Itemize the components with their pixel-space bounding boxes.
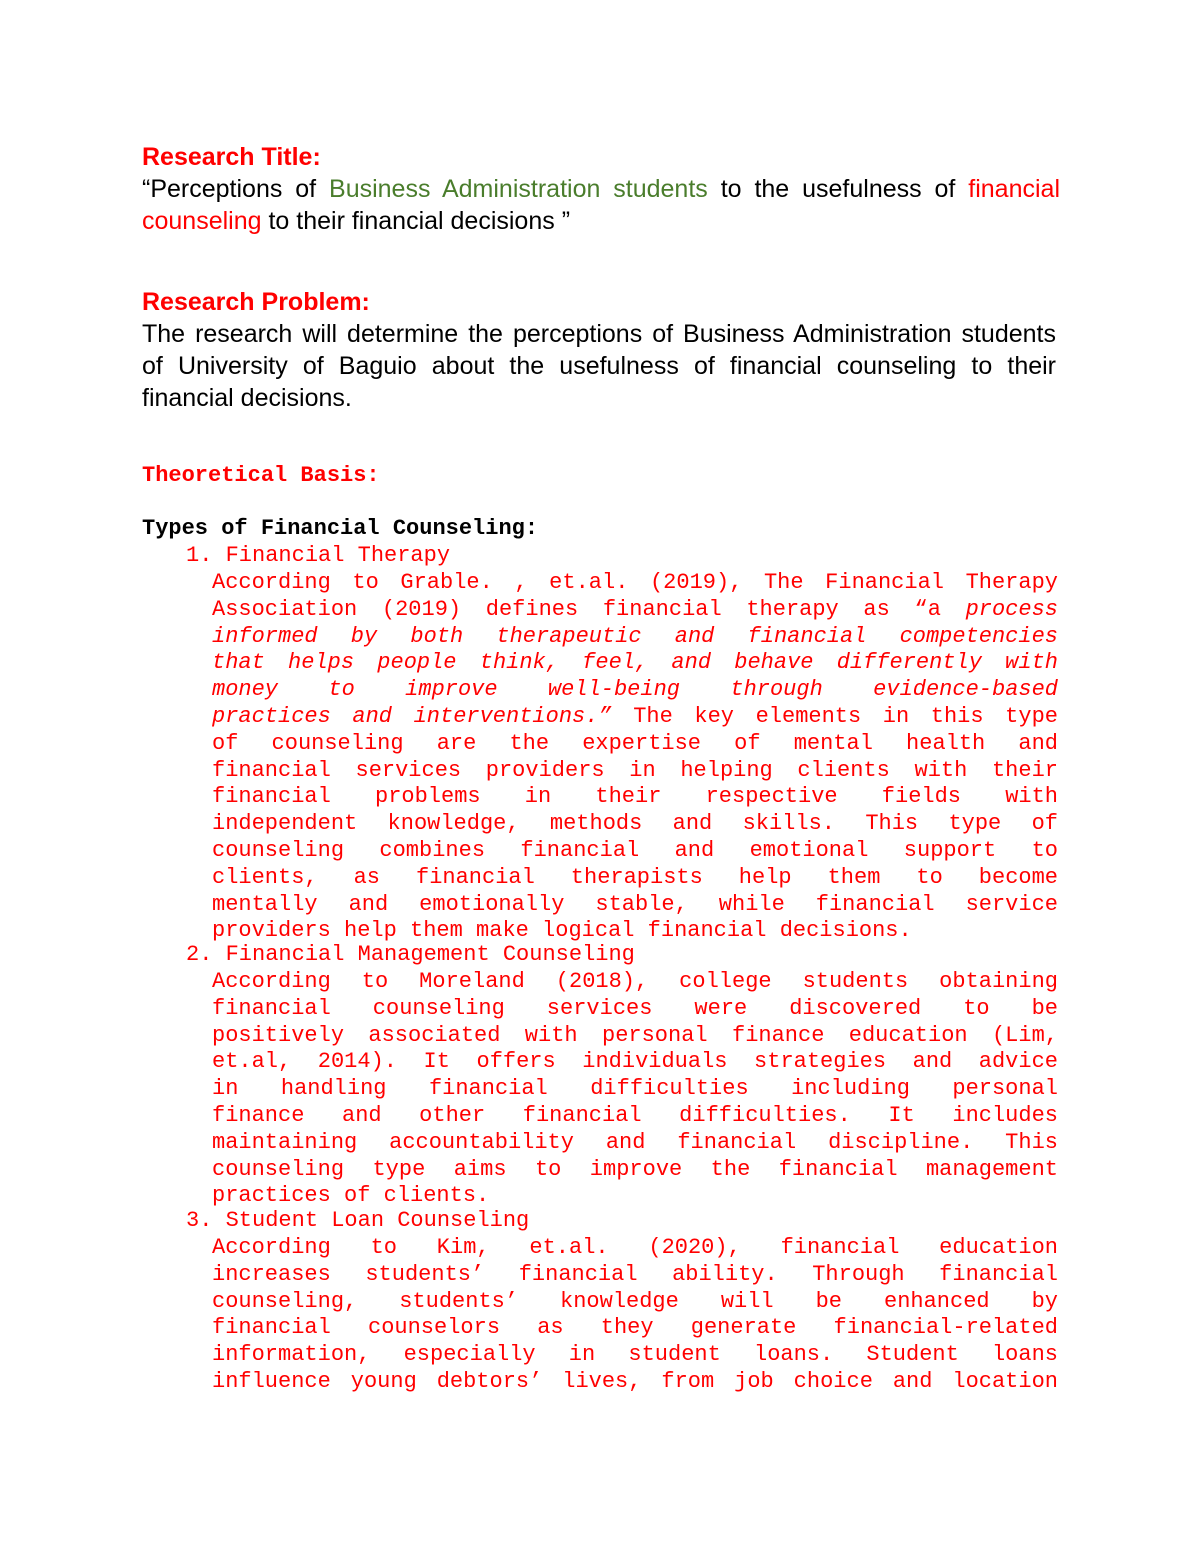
- body-line-segment: Association (2019) defines financial therapy as “a: [212, 596, 966, 622]
- body-line: financial problems in their respective fields with: [212, 784, 1058, 810]
- body-line: mentally and emotionally stable, while financial service: [212, 891, 1058, 917]
- body-line: clients, as financial therapists help them to become: [212, 864, 1058, 890]
- body-line: providers help them make logical financial decisions.: [212, 918, 912, 944]
- title-part-1: Perceptions of: [150, 175, 330, 203]
- body-line: [212, 704, 1058, 731]
- title-highlight-green: Business Administration students: [329, 175, 708, 203]
- title-part-5: to their financial decisions ”: [261, 207, 571, 235]
- body-line: finance and other financial difficulties. It includes: [212, 1102, 1058, 1128]
- title-open-quote: “: [142, 175, 151, 203]
- title-highlight-red: financial counseling: [142, 175, 1061, 235]
- item-title-student-loan-counseling: 3. Student Loan Counseling: [186, 1208, 530, 1233]
- body-line: financial counseling services were discovered to be: [212, 995, 1058, 1021]
- body-line: in handling financial difficulties including personal: [212, 1076, 1058, 1102]
- item-body-financial-therapy: [212, 570, 1058, 945]
- body-line-italic: practices and interventions.”: [212, 703, 612, 729]
- body-line: According to Kim, et.al. (2020), financial education: [212, 1235, 1058, 1260]
- body-line: counseling type aims to improve the financial management: [212, 1156, 1058, 1182]
- body-line: of counseling are the expertise of mental health and: [212, 730, 1058, 756]
- body-line: influence young debtors’ lives, from job choice and location: [212, 1368, 1058, 1394]
- body-line: counseling combines financial and emotional support to: [212, 837, 1058, 863]
- body-line: financial services providers in helping clients with their: [212, 757, 1058, 783]
- types-heading: Types of Financial Counseling:: [142, 516, 539, 541]
- body-line: informed by both therapeutic and financial competencies: [212, 623, 1058, 649]
- body-line: increases students’ financial ability. Through financial: [212, 1261, 1058, 1287]
- research-title-label: Research Title:: [142, 143, 321, 171]
- body-line: information, especially in student loans. Student loans: [212, 1342, 1058, 1368]
- body-line: [212, 597, 1058, 624]
- research-problem-label: Research Problem:: [142, 288, 370, 316]
- body-line: positively associated with personal finance education (Lim,: [212, 1022, 1058, 1048]
- item-title-financial-therapy: 1. Financial Therapy: [186, 543, 451, 568]
- item-body-financial-management-counseling: [212, 969, 1058, 1210]
- body-line: financial counselors as they generate financial-related: [212, 1315, 1058, 1341]
- body-line: counseling, students’ knowledge will be enhanced by: [212, 1288, 1058, 1314]
- research-title-text: [142, 173, 1060, 237]
- body-line: money to improve well-being through evidence-based: [212, 677, 1058, 703]
- body-line: independent knowledge, methods and skills. This type of: [212, 811, 1058, 837]
- body-line: that helps people think, feel, and behave differently with: [212, 650, 1058, 676]
- body-line: maintaining accountability and financial discipline. This: [212, 1129, 1058, 1155]
- body-line: et.al, 2014). It offers individuals strategies and advice: [212, 1049, 1058, 1075]
- body-line: practices of clients.: [212, 1183, 490, 1209]
- item-title-financial-management-counseling: 2. Financial Management Counseling: [186, 942, 635, 967]
- item-body-student-loan-counseling: [212, 1235, 1058, 1396]
- body-line-italic: process: [965, 596, 1058, 622]
- title-part-3: to the usefulness of: [707, 175, 969, 203]
- body-line-segment: The key elements in this type: [611, 703, 1058, 729]
- research-problem-text: The research will determine the perceptions of Business Administration students of University of Baguio about the usefulness of financial counseling to their financial decisions.: [142, 320, 1056, 412]
- body-line: According to Grable. , et.al. (2019), The Financial Therapy: [212, 570, 1058, 595]
- theoretical-basis-heading: Theoretical Basis:: [142, 463, 380, 488]
- body-line: According to Moreland (2018), college students obtaining: [212, 969, 1058, 994]
